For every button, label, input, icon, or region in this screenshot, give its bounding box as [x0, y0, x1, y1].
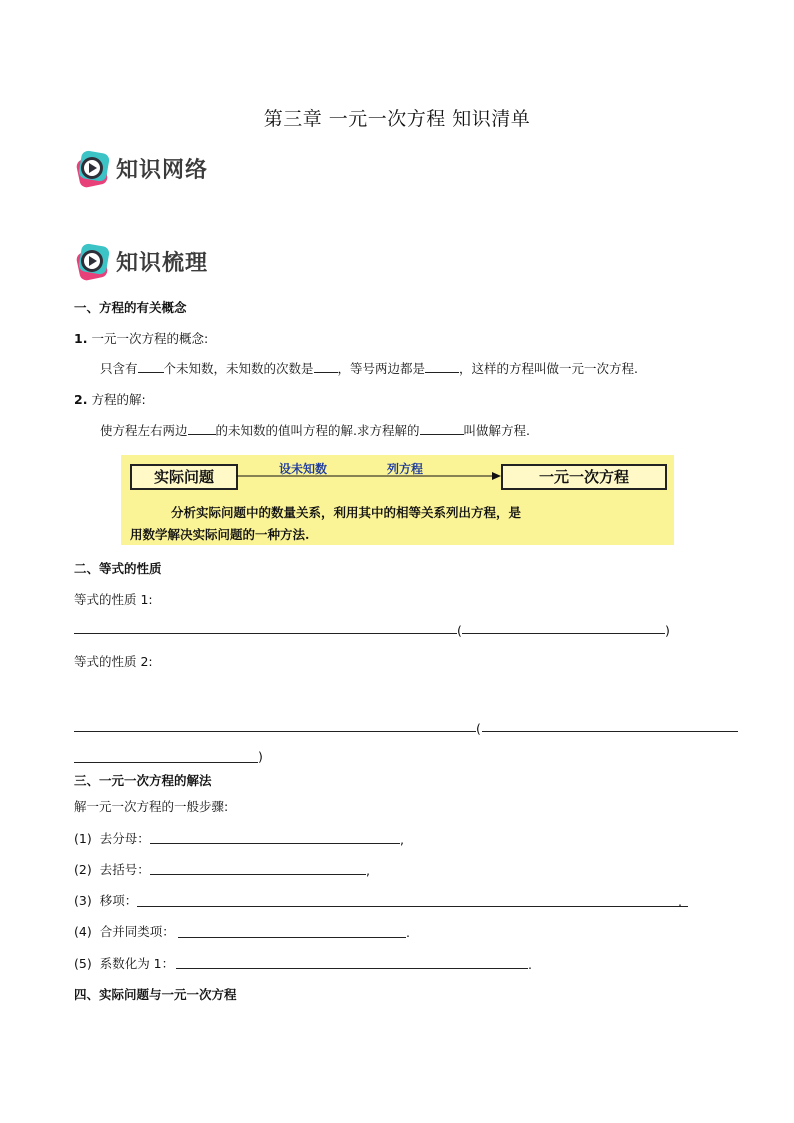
step-row: [74, 861, 150, 879]
answer-line[interactable]: [74, 633, 457, 634]
item-2-number: 2.: [74, 392, 88, 407]
text-fragment: ，这样的方程叫做一元一次方程.: [459, 361, 639, 376]
step-end-punct: ,: [366, 863, 370, 878]
text-fragment: 个未知数，未知数的次数是: [163, 361, 314, 376]
banner-knowledge-sorting-label: 知识梳理: [116, 250, 209, 276]
section-heading-4: 四、实际问题与一元一次方程: [74, 987, 237, 1002]
modeling-diagram: [121, 455, 674, 545]
play-badge-icon: [72, 148, 112, 188]
step-number: (5): [74, 956, 92, 971]
banner-knowledge-network-label: 知识网络: [116, 157, 209, 183]
paren-open: (: [476, 721, 481, 736]
fill-blank[interactable]: [425, 360, 459, 373]
fill-blank[interactable]: [314, 360, 338, 373]
step-end-punct: .: [678, 894, 682, 909]
step-number: (2): [74, 862, 92, 877]
banner-knowledge-network: [72, 146, 208, 190]
answer-line[interactable]: [482, 731, 738, 732]
step-row: [74, 892, 137, 910]
item-1-sentence: [100, 360, 638, 378]
paren-close: ): [665, 623, 670, 638]
step-label: 去括号：: [99, 862, 150, 877]
answer-line[interactable]: [74, 731, 476, 732]
text-fragment: 使方程左右两边: [100, 423, 188, 438]
answer-line[interactable]: [462, 633, 665, 634]
answer-line[interactable]: [150, 843, 400, 844]
diagram-arrow-label-2: 列方程: [387, 462, 424, 476]
answer-line[interactable]: [176, 968, 528, 969]
diagram-right-box: 一元一次方程: [501, 464, 667, 490]
item-2-sentence: [100, 422, 530, 440]
step-number: (3): [74, 893, 92, 908]
item-1-heading: [74, 330, 208, 348]
item-2-label: 方程的解:: [91, 392, 146, 407]
banner-knowledge-sorting: [72, 239, 208, 283]
page-title: 第三章 一元一次方程 知识清单: [263, 108, 531, 130]
property-1-label: 等式的性质 1:: [74, 592, 153, 607]
fill-blank[interactable]: [138, 360, 164, 373]
item-2-heading: [74, 391, 146, 409]
paren-close: ): [258, 749, 263, 764]
step-row: [74, 923, 175, 941]
text-fragment: 只含有: [100, 361, 138, 376]
section-heading-3: 三、一元一次方程的解法: [74, 773, 212, 788]
item-1-number: 1.: [74, 331, 88, 346]
paren-open: (: [457, 623, 462, 638]
step-label: 去分母：: [99, 831, 150, 846]
answer-line[interactable]: [150, 874, 366, 875]
section-heading-2: 二、等式的性质: [74, 561, 162, 576]
diagram-left-box: 实际问题: [130, 464, 238, 490]
text-fragment: 的未知数的值叫方程的解.求方程解的: [215, 423, 420, 438]
step-label: 合并同类项：: [99, 924, 175, 939]
play-badge-icon: [72, 241, 112, 281]
fill-blank[interactable]: [188, 422, 216, 435]
text-fragment: ，等号两边都是: [337, 361, 426, 376]
step-number: (1): [74, 831, 92, 846]
fill-blank[interactable]: [420, 422, 464, 435]
diagram-paragraph-line-2: 用数学解决实际问题的一种方法.: [130, 527, 310, 542]
section-heading-1: 一、方程的有关概念: [74, 300, 187, 315]
answer-line[interactable]: [137, 906, 688, 907]
property-2-label: 等式的性质 2:: [74, 654, 153, 669]
diagram-arrow: [236, 469, 502, 483]
step-end-punct: ,: [400, 832, 404, 847]
answer-line[interactable]: [74, 762, 258, 763]
step-label: 系数化为 1：: [99, 956, 175, 971]
diagram-arrow-label-1: 设未知数: [279, 462, 328, 476]
step-row: [74, 955, 174, 973]
step-end-punct: .: [528, 957, 532, 972]
step-label: 移项：: [99, 893, 138, 908]
step-end-punct: .: [406, 925, 410, 940]
step-row: [74, 830, 150, 848]
steps-title: 解一元一次方程的一般步骤:: [74, 799, 229, 814]
step-number: (4): [74, 924, 92, 939]
answer-line[interactable]: [178, 937, 406, 938]
diagram-paragraph-line-1: 分析实际问题中的数量关系，利用其中的相等关系列出方程，是: [171, 505, 522, 520]
text-fragment: 叫做解方程.: [463, 423, 530, 438]
item-1-label: 一元一次方程的概念:: [91, 331, 209, 346]
